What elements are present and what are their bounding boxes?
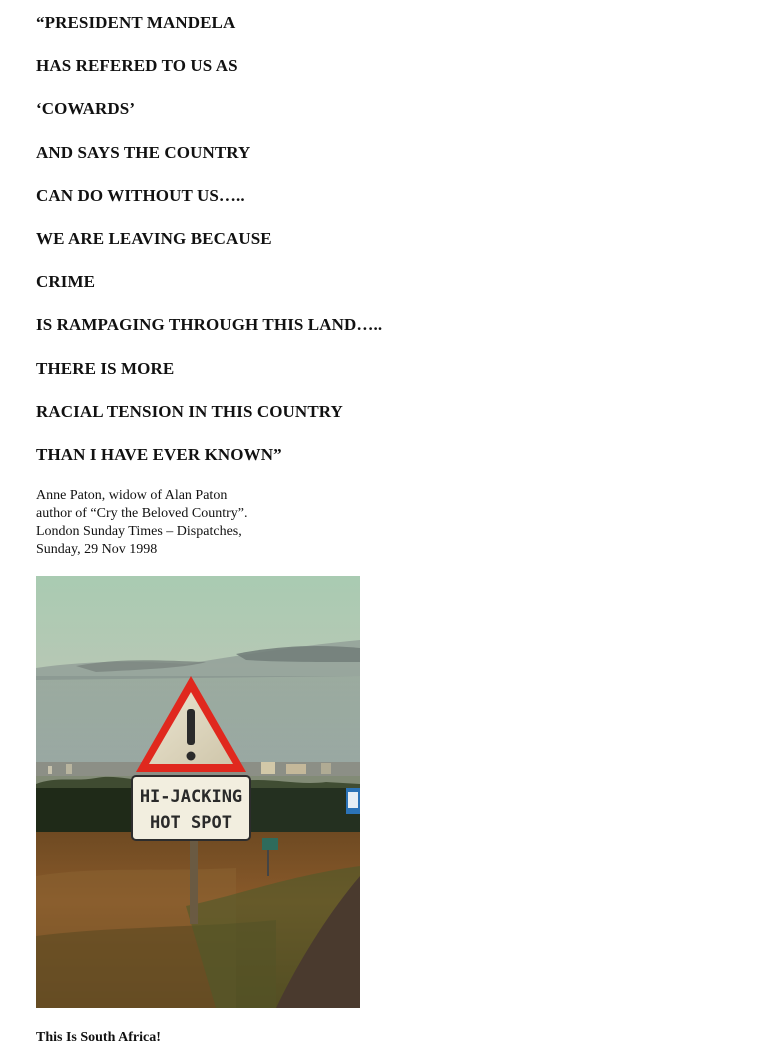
quote-line: HAS REFERED TO US AS — [36, 56, 238, 75]
sign-text-line1: HI-JACKING — [139, 787, 243, 807]
attribution-line: author of “Cry the Beloved Country”. — [36, 506, 248, 521]
quote-line: THERE IS MORE — [36, 359, 175, 378]
hijacking-sign-photo — [36, 576, 360, 1008]
quote-line: “PRESIDENT MANDELA — [36, 13, 236, 32]
attribution-line: London Sunday Times – Dispatches, — [36, 524, 242, 539]
quote-line: AND SAYS THE COUNTRY — [36, 143, 251, 162]
quote-line: WE ARE LEAVING BECAUSE — [36, 229, 272, 248]
sign-text-line2: HOT SPOT — [150, 813, 232, 833]
attribution — [36, 487, 248, 559]
caption: This Is South Africa! — [36, 1030, 161, 1045]
attribution-line: Sunday, 29 Nov 1998 — [36, 542, 158, 557]
attribution-line: Anne Paton, widow of Alan Paton — [36, 488, 228, 503]
quote-line: CRIME — [36, 272, 96, 291]
quote-line: THAN I HAVE EVER KNOWN” — [36, 445, 282, 464]
quote-line: ‘COWARDS’ — [36, 99, 136, 118]
quote-line: IS RAMPAGING THROUGH THIS LAND….. — [36, 315, 383, 334]
quote-line: RACIAL TENSION IN THIS COUNTRY — [36, 402, 343, 421]
quote-line: CAN DO WITHOUT US….. — [36, 186, 245, 205]
